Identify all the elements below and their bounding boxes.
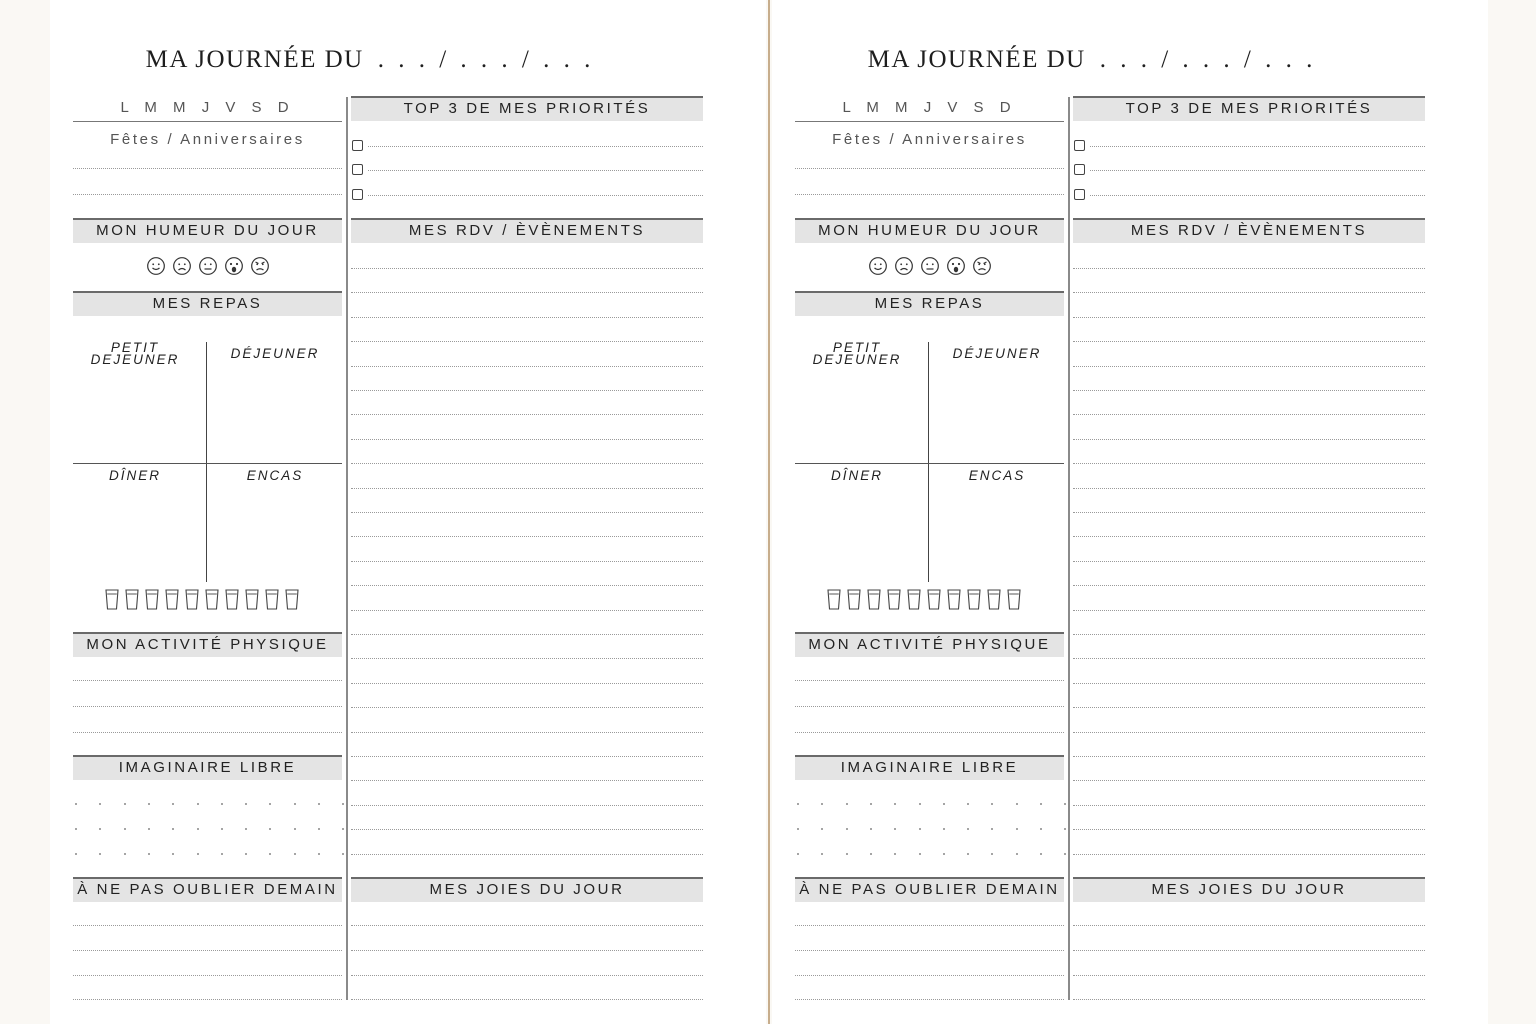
rdv-line[interactable] <box>351 854 703 855</box>
rdv-line[interactable] <box>1073 683 1425 684</box>
grid-dot <box>75 828 77 830</box>
rdv-line[interactable] <box>1073 585 1425 586</box>
rdv-line[interactable] <box>351 732 703 733</box>
page-title: MA JOURNÉE DU . . . / . . . / . . . <box>145 46 595 73</box>
demain-line[interactable] <box>73 999 342 1000</box>
priority-checkbox[interactable] <box>1074 140 1085 151</box>
water-glass-icon[interactable] <box>1007 589 1021 610</box>
neutral-icon[interactable] <box>920 256 940 276</box>
demain-line[interactable] <box>73 950 342 951</box>
activity-line[interactable] <box>73 680 342 681</box>
grid-dot <box>1016 828 1018 830</box>
rdv-header: MES RDV / ÈVÈNEMENTS <box>1073 218 1425 243</box>
grid-dot <box>197 828 199 830</box>
fetes-line[interactable] <box>795 168 1064 169</box>
rdv-line[interactable] <box>1073 561 1425 562</box>
rdv-line[interactable] <box>351 341 703 342</box>
rdv-line[interactable] <box>351 439 703 440</box>
surprised-icon[interactable] <box>224 256 244 276</box>
rdv-line[interactable] <box>1073 634 1425 635</box>
water-glass-icon[interactable] <box>987 589 1001 610</box>
grid-dot <box>294 853 296 855</box>
meals-header: MES REPAS <box>73 291 342 316</box>
fetes-label: Fêtes / Anniversaires <box>832 131 1027 148</box>
rdv-line[interactable] <box>1073 512 1425 513</box>
water-glass-icon[interactable] <box>125 589 139 610</box>
activity-line[interactable] <box>73 706 342 707</box>
grid-dot <box>318 803 320 805</box>
grid-dot <box>99 853 101 855</box>
meal-label-lunch: DÉJEUNER <box>952 346 1042 361</box>
column-divider <box>1068 97 1070 1000</box>
joies-line[interactable] <box>351 999 703 1000</box>
imaginaire-header: IMAGINAIRE LIBRE <box>795 755 1064 780</box>
grid-dot <box>269 828 271 830</box>
rdv-line[interactable] <box>1073 268 1425 269</box>
water-glass-icon[interactable] <box>285 589 299 610</box>
rdv-line[interactable] <box>1073 488 1425 489</box>
rdv-line[interactable] <box>1073 756 1425 757</box>
rdv-line[interactable] <box>351 390 703 391</box>
activity-line[interactable] <box>795 706 1064 707</box>
page-title: MA JOURNÉE DU . . . / . . . / . . . <box>867 46 1317 73</box>
date-placeholder[interactable]: . . . / . . . / . . . <box>377 46 595 73</box>
rdv-line[interactable] <box>1073 732 1425 733</box>
water-glass-icon[interactable] <box>265 589 279 610</box>
grid-dot <box>967 828 969 830</box>
grid-dot <box>221 803 223 805</box>
grid-dot <box>919 853 921 855</box>
rdv-line[interactable] <box>351 536 703 537</box>
grid-dot <box>99 803 101 805</box>
grid-dot <box>197 853 199 855</box>
grid-dot <box>269 803 271 805</box>
grid-dot <box>75 803 77 805</box>
rdv-line[interactable] <box>351 317 703 318</box>
book-spine <box>768 0 770 1024</box>
grid-dot <box>991 828 993 830</box>
water-glass-icon[interactable] <box>105 589 119 610</box>
grid-dot <box>1064 803 1066 805</box>
priority-line[interactable] <box>368 195 703 196</box>
grid-dot <box>821 803 823 805</box>
water-glass-icon[interactable] <box>887 589 901 610</box>
rdv-line[interactable] <box>351 512 703 513</box>
rdv-line[interactable] <box>351 366 703 367</box>
grid-dot <box>172 828 174 830</box>
rdv-line[interactable] <box>1073 317 1425 318</box>
mood-selector[interactable] <box>73 256 342 276</box>
water-glass-icon[interactable] <box>145 589 159 610</box>
grid-dot <box>245 853 247 855</box>
grid-dot <box>342 853 344 855</box>
rdv-line[interactable] <box>1073 366 1425 367</box>
rdv-line[interactable] <box>1073 658 1425 659</box>
grid-dot <box>318 853 320 855</box>
water-glass-icon[interactable] <box>205 589 219 610</box>
rdv-line[interactable] <box>1073 463 1425 464</box>
priorities-header: TOP 3 DE MES PRIORITÉS <box>351 96 703 121</box>
grid-dot <box>342 828 344 830</box>
joies-line[interactable] <box>1073 999 1425 1000</box>
grid-dot <box>846 828 848 830</box>
meal-label-snack: ENCAS <box>968 468 1026 483</box>
grid-dot <box>1040 803 1042 805</box>
rdv-line[interactable] <box>351 561 703 562</box>
grid-dot <box>245 803 247 805</box>
rdv-line[interactable] <box>1073 414 1425 415</box>
grid-dot <box>172 803 174 805</box>
grid-dot <box>870 853 872 855</box>
weekday-rule <box>73 121 342 122</box>
mood-selector[interactable] <box>795 256 1064 276</box>
angry-icon[interactable] <box>250 256 270 276</box>
angry-icon[interactable] <box>972 256 992 276</box>
joies-line[interactable] <box>351 975 703 976</box>
grid-dot <box>245 828 247 830</box>
water-glass-icon[interactable] <box>907 589 921 610</box>
demain-line[interactable] <box>795 975 1064 976</box>
activity-header: MON ACTIVITÉ PHYSIQUE <box>795 632 1064 657</box>
rdv-line[interactable] <box>1073 610 1425 611</box>
grid-dot <box>124 853 126 855</box>
priority-line[interactable] <box>1090 195 1425 196</box>
demain-line[interactable] <box>795 950 1064 951</box>
grid-dot <box>99 828 101 830</box>
grid-dot <box>991 803 993 805</box>
demain-line[interactable] <box>73 925 342 926</box>
planner-page-left <box>50 0 766 1024</box>
rdv-line[interactable] <box>351 829 703 830</box>
rdv-line[interactable] <box>1073 780 1425 781</box>
meals-vertical-rule <box>928 342 929 582</box>
water-glass-icon[interactable] <box>225 589 239 610</box>
rdv-line[interactable] <box>351 414 703 415</box>
grid-dot <box>967 803 969 805</box>
priority-checkbox[interactable] <box>1074 189 1085 200</box>
demain-line[interactable] <box>73 975 342 976</box>
rdv-line[interactable] <box>351 292 703 293</box>
rdv-line[interactable] <box>351 634 703 635</box>
grid-dot <box>1016 803 1018 805</box>
grid-dot <box>221 853 223 855</box>
priority-line[interactable] <box>1090 146 1425 147</box>
priority-line[interactable] <box>368 170 703 171</box>
grid-dot <box>1064 828 1066 830</box>
grid-dot <box>294 828 296 830</box>
activity-line[interactable] <box>795 680 1064 681</box>
rdv-line[interactable] <box>351 805 703 806</box>
grid-dot <box>124 803 126 805</box>
grid-dot <box>318 828 320 830</box>
water-tracker[interactable] <box>827 589 1021 610</box>
fetes-label: Fêtes / Anniversaires <box>110 131 305 148</box>
imaginaire-header: IMAGINAIRE LIBRE <box>73 755 342 780</box>
grid-dot <box>124 828 126 830</box>
grid-dot <box>943 828 945 830</box>
mood-header: MON HUMEUR DU JOUR <box>73 218 342 243</box>
grid-dot <box>75 853 77 855</box>
rdv-line[interactable] <box>1073 341 1425 342</box>
rdv-line[interactable] <box>1073 829 1425 830</box>
grid-dot <box>1040 853 1042 855</box>
grid-dot <box>967 853 969 855</box>
demain-line[interactable] <box>795 999 1064 1000</box>
priority-line[interactable] <box>1090 170 1425 171</box>
rdv-line[interactable] <box>1073 292 1425 293</box>
priority-line[interactable] <box>368 146 703 147</box>
rdv-header: MES RDV / ÈVÈNEMENTS <box>351 218 703 243</box>
frown-icon[interactable] <box>894 256 914 276</box>
activity-line[interactable] <box>795 732 1064 733</box>
grid-dot <box>1016 853 1018 855</box>
demain-header: À NE PAS OUBLIER DEMAIN <box>73 877 342 902</box>
priority-checkbox[interactable] <box>352 189 363 200</box>
joies-header: MES JOIES DU JOUR <box>351 877 703 902</box>
rdv-line[interactable] <box>1073 805 1425 806</box>
rdv-line[interactable] <box>351 780 703 781</box>
priority-checkbox[interactable] <box>352 140 363 151</box>
neutral-icon[interactable] <box>198 256 218 276</box>
water-tracker[interactable] <box>105 589 299 610</box>
demain-header: À NE PAS OUBLIER DEMAIN <box>795 877 1064 902</box>
meals-vertical-rule <box>206 342 207 582</box>
rdv-line[interactable] <box>351 756 703 757</box>
meal-label-dinner: DÎNER <box>108 468 161 483</box>
fetes-line[interactable] <box>73 168 342 169</box>
meal-label-dinner: DÎNER <box>830 468 883 483</box>
surprised-icon[interactable] <box>946 256 966 276</box>
grid-dot <box>797 803 799 805</box>
meals-horizontal-rule <box>795 463 1064 464</box>
joies-line[interactable] <box>1073 975 1425 976</box>
priority-checkbox[interactable] <box>352 164 363 175</box>
mood-header: MON HUMEUR DU JOUR <box>795 218 1064 243</box>
grid-dot <box>821 853 823 855</box>
rdv-line[interactable] <box>351 268 703 269</box>
water-glass-icon[interactable] <box>967 589 981 610</box>
joies-header: MES JOIES DU JOUR <box>1073 877 1425 902</box>
planner-page-right <box>772 0 1488 1024</box>
grid-dot <box>148 853 150 855</box>
activity-header: MON ACTIVITÉ PHYSIQUE <box>73 632 342 657</box>
fetes-line[interactable] <box>795 194 1064 195</box>
grid-dot <box>846 853 848 855</box>
grid-dot <box>919 828 921 830</box>
meals-header: MES REPAS <box>795 291 1064 316</box>
meals-horizontal-rule <box>73 463 342 464</box>
grid-dot <box>894 828 896 830</box>
meal-label-breakfast: PETIT DEJEUNER <box>90 340 180 367</box>
grid-dot <box>991 853 993 855</box>
meal-label-snack: ENCAS <box>246 468 304 483</box>
grid-dot <box>197 803 199 805</box>
grid-dot <box>894 803 896 805</box>
water-glass-icon[interactable] <box>927 589 941 610</box>
fetes-line[interactable] <box>73 194 342 195</box>
grid-dot <box>870 828 872 830</box>
priorities-header: TOP 3 DE MES PRIORITÉS <box>1073 96 1425 121</box>
rdv-line[interactable] <box>351 707 703 708</box>
rdv-line[interactable] <box>351 658 703 659</box>
grid-dot <box>870 803 872 805</box>
rdv-line[interactable] <box>1073 439 1425 440</box>
grid-dot <box>342 803 344 805</box>
grid-dot <box>148 803 150 805</box>
weekday-selector[interactable]: L M M J V S D <box>120 99 295 116</box>
rdv-line[interactable] <box>351 463 703 464</box>
grid-dot <box>1040 828 1042 830</box>
water-glass-icon[interactable] <box>867 589 881 610</box>
grid-dot <box>221 828 223 830</box>
water-glass-icon[interactable] <box>165 589 179 610</box>
meal-label-breakfast: PETIT DEJEUNER <box>812 340 902 367</box>
grid-dot <box>943 803 945 805</box>
grid-dot <box>821 828 823 830</box>
water-glass-icon[interactable] <box>245 589 259 610</box>
rdv-line[interactable] <box>1073 707 1425 708</box>
water-glass-icon[interactable] <box>847 589 861 610</box>
weekday-selector[interactable]: L M M J V S D <box>842 99 1017 116</box>
grid-dot <box>919 803 921 805</box>
grid-dot <box>894 853 896 855</box>
grid-dot <box>148 828 150 830</box>
rdv-line[interactable] <box>1073 536 1425 537</box>
column-divider <box>346 97 348 1000</box>
joies-line[interactable] <box>351 925 703 926</box>
water-glass-icon[interactable] <box>827 589 841 610</box>
demain-line[interactable] <box>795 925 1064 926</box>
grid-dot <box>797 853 799 855</box>
grid-dot <box>797 828 799 830</box>
date-placeholder[interactable]: . . . / . . . / . . . <box>1099 46 1317 73</box>
smile-icon[interactable] <box>146 256 166 276</box>
rdv-line[interactable] <box>351 683 703 684</box>
joies-line[interactable] <box>1073 925 1425 926</box>
rdv-line[interactable] <box>351 585 703 586</box>
frown-icon[interactable] <box>172 256 192 276</box>
rdv-line[interactable] <box>351 488 703 489</box>
grid-dot <box>172 853 174 855</box>
joies-line[interactable] <box>351 950 703 951</box>
grid-dot <box>846 803 848 805</box>
activity-line[interactable] <box>73 732 342 733</box>
priority-checkbox[interactable] <box>1074 164 1085 175</box>
grid-dot <box>943 853 945 855</box>
rdv-line[interactable] <box>1073 390 1425 391</box>
grid-dot <box>269 853 271 855</box>
weekday-rule <box>795 121 1064 122</box>
grid-dot <box>1064 853 1066 855</box>
smile-icon[interactable] <box>868 256 888 276</box>
meal-label-lunch: DÉJEUNER <box>230 346 320 361</box>
rdv-line[interactable] <box>1073 854 1425 855</box>
joies-line[interactable] <box>1073 950 1425 951</box>
water-glass-icon[interactable] <box>947 589 961 610</box>
rdv-line[interactable] <box>351 610 703 611</box>
grid-dot <box>294 803 296 805</box>
water-glass-icon[interactable] <box>185 589 199 610</box>
